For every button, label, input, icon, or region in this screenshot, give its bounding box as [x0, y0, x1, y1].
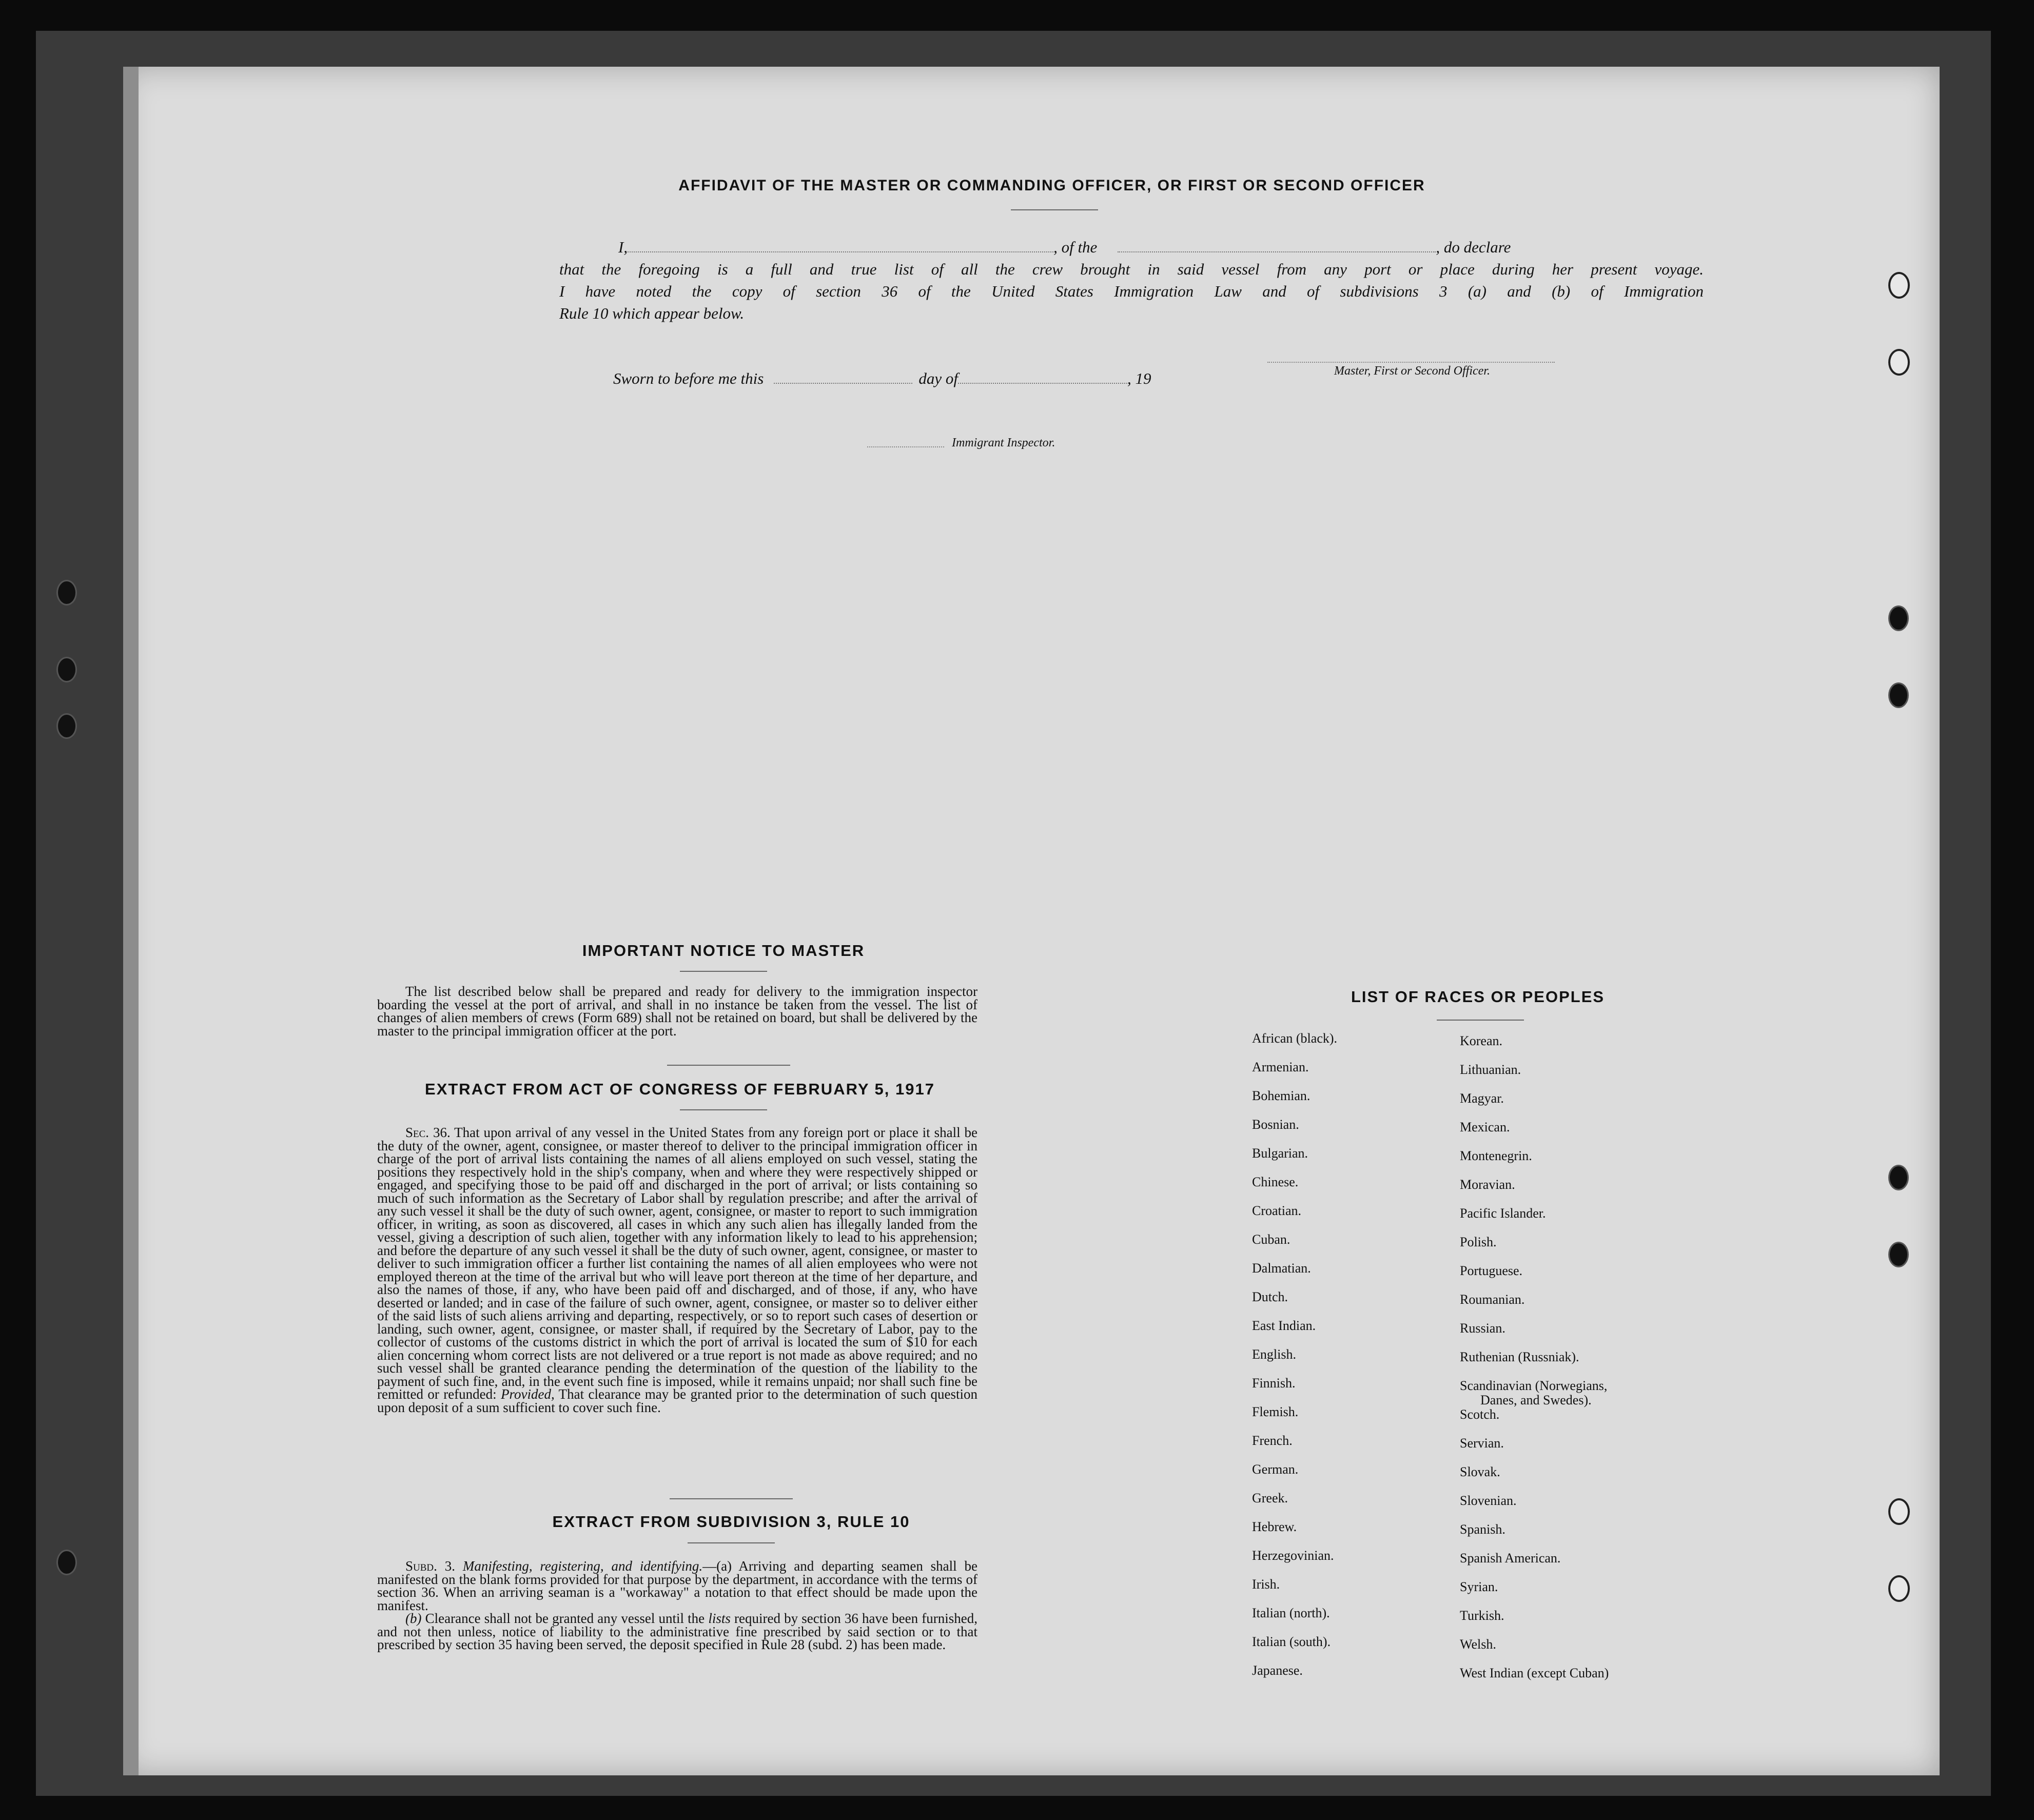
- race-item-text: Scandinavian (Norwegians,: [1460, 1378, 1608, 1393]
- race-item-continuation: Danes, and Swedes).: [1480, 1393, 1592, 1407]
- race-item: Bohemian.: [1252, 1088, 1311, 1103]
- affidavit-text: [559, 236, 1704, 324]
- inspector-signature-label: Immigrant Inspector.: [952, 436, 1055, 449]
- binder-hole: [1888, 1242, 1909, 1267]
- binder-hole: [56, 580, 77, 605]
- race-item: Magyar.: [1460, 1091, 1504, 1106]
- race-item: Bosnian.: [1252, 1117, 1299, 1132]
- name-blank: [628, 251, 1053, 252]
- race-item: Bulgarian.: [1252, 1146, 1308, 1161]
- rule-rule: [688, 1542, 775, 1543]
- act-title: EXTRACT FROM ACT OF CONGRESS OF FEBRUARY 5, 1917: [425, 1080, 935, 1098]
- affidavit-line-4: Rule 10 which appear below.: [559, 304, 745, 322]
- rule-b-paragraph: [377, 1612, 977, 1652]
- race-item: Welsh.: [1460, 1637, 1496, 1652]
- race-item: English.: [1252, 1347, 1296, 1362]
- act-body-text: That upon arrival of any vessel in the United States from any foreign port or place it shall be the duty of the owner, agent, consignee, or master thereof to deliver to the principal immigration officer in charge of the port of arrival lists containing the names of all aliens employed on such vessel, stating the positions they respectively hold in the ship's company, when and where they were respectively shipped or engaged, and specifying those to be paid off and discharged in the port of arrival; or lists containing so much of such information as the Secretary of Labor shall by regulation prescribe; and after the arrival of any such vessel it shall be the duty of such owner, agent, consignee, or master to report to such immigration officer, in writing, as soon as discovered, all cases in which any such alien has illegally landed from the vessel, giving a description of such alien, together with any information likely to lead to his apprehension; and before the departure of any such vessel it shall be the duty of such owner, agent, consignee, or master to deliver to such immigration officer a further list containing the names of all alien employees who were not employed thereon at the time of the arrival but who will leave port thereon at the time of her departure, and also the names of those, if any, who have been paid off and discharged, and of those, if any, who have deserted or landed; and in case of the failure of such owner, agent, consignee, or master so to deliver either of the said lists of such aliens arriving and departing, respectively, or so to report such cases of desertion or landing, such owner, agent, consignee, or master shall, if required by the Secretary of Labor, pay to the collector of customs of the customs district in which the port of arrival is located the sum of $10 for each alien concerning whom correct lists are not delivered or a true report is not made as above required; and no such vessel shall be granted clearance pending the determination of the question of the liability to the payment of such fine, and, in the event such fine is imposed, while it remains unpaid; nor shall such fine be remitted or refunded:: [377, 1125, 977, 1402]
- binder-hole: [1888, 1165, 1909, 1190]
- vessel-blank: [1118, 251, 1436, 252]
- binder-hole: [1888, 605, 1909, 631]
- rule-subd-italic: Manifesting, registering, and identifying.: [462, 1558, 703, 1574]
- binder-hole: [1888, 682, 1909, 708]
- section-rule: [667, 1065, 790, 1066]
- races-title: LIST OF RACES OR PEOPLES: [1351, 988, 1605, 1006]
- race-item: Moravian.: [1460, 1177, 1515, 1192]
- race-item: Dalmatian.: [1252, 1261, 1311, 1276]
- day-of-text: day of: [918, 369, 958, 387]
- year-text: , 19: [1127, 369, 1151, 387]
- month-blank: [958, 382, 1127, 384]
- race-item: Slovak.: [1460, 1464, 1500, 1479]
- affidavit-line-2: that the foregoing is a full and true list of all the crew brought in said vessel from any port or place during her present voyage.: [559, 260, 1704, 278]
- race-item: African (black).: [1252, 1031, 1338, 1046]
- race-item: German.: [1252, 1462, 1299, 1477]
- rule-b-text2: required by section 36 have been furnished, and not then unless, notice of liability to the administrative fine prescribed by said section or to that prescribed by section 35 having been served, the deposit specified in Rule 28 (subd. 2) has been made.: [377, 1611, 978, 1652]
- race-item: Slovenian.: [1460, 1493, 1517, 1508]
- race-item: Scotch.: [1460, 1407, 1500, 1422]
- rule-a-text: —(a) Arriving and departing seamen shall be manifested on the blank forms provided for that purpose by the department, in accordance with the terms of section 36. When an arriving seaman is a "workaway" a notation to that effect should be made upon the manifest.: [377, 1558, 977, 1613]
- rule-a-paragraph: [377, 1560, 977, 1612]
- act-body-end: That clearance may be granted prior to the determination of such question upon deposit of a sum sufficient to cover such fine.: [377, 1386, 978, 1415]
- race-item: Montenegrin.: [1460, 1148, 1532, 1163]
- rule-title: EXTRACT FROM SUBDIVISION 3, RULE 10: [552, 1513, 910, 1531]
- race-item: Russian.: [1460, 1321, 1505, 1336]
- race-item: Irish.: [1252, 1577, 1280, 1592]
- race-item: Lithuanian.: [1460, 1062, 1521, 1077]
- race-item: Greek.: [1252, 1491, 1288, 1505]
- race-item: Korean.: [1460, 1033, 1503, 1048]
- race-item: Japanese.: [1252, 1663, 1303, 1678]
- race-item: East Indian.: [1252, 1318, 1316, 1333]
- act-rule: [680, 1109, 767, 1110]
- race-item: Cuban.: [1252, 1232, 1290, 1247]
- master-signature-line: [1267, 362, 1555, 363]
- race-item: Spanish American.: [1460, 1551, 1561, 1565]
- binder-hole: [1888, 349, 1910, 376]
- race-item: Hebrew.: [1252, 1519, 1297, 1534]
- act-body: [377, 1126, 977, 1414]
- race-item: Spanish.: [1460, 1522, 1505, 1537]
- inspector-signature-line: [867, 446, 944, 447]
- race-item: Servian.: [1460, 1436, 1504, 1451]
- title-rule: [1011, 209, 1098, 210]
- affidavit-of-the: , of the: [1053, 238, 1098, 256]
- rule-b-label: (b): [405, 1611, 422, 1626]
- day-blank: [774, 382, 912, 384]
- race-item: Croatian.: [1252, 1203, 1302, 1218]
- rule-b-text: Clearance shall not be granted any vessel until the: [425, 1611, 705, 1626]
- races-right-column: [1460, 1034, 1747, 1695]
- races-rule: [1437, 1020, 1524, 1021]
- affidavit-title: AFFIDAVIT OF THE MASTER OR COMMANDING OFFICER, OR FIRST OR SECOND OFFICER: [678, 177, 1425, 194]
- races-left-column: [1252, 1031, 1447, 1692]
- race-item: West Indian (except Cuban): [1460, 1666, 1609, 1680]
- notice-body: The list described below shall be prepared and ready for delivery to the immigration inspector boarding the vessel at the port of arrival, and shall in no instance be taken from the vessel. The list of changes of alien members of crews (Form 689) shall not be retained on board, but shall be delivered by the master to the principal immigration officer at the port.: [377, 984, 977, 1039]
- binder-hole: [56, 1550, 77, 1575]
- race-item: Mexican.: [1460, 1120, 1510, 1134]
- binder-hole: [1888, 1498, 1910, 1525]
- race-item: Italian (south).: [1252, 1634, 1331, 1649]
- binder-hole: [56, 713, 77, 739]
- affidavit-i: I,: [618, 238, 628, 256]
- notice-rule: [680, 971, 767, 972]
- master-signature-label: Master, First or Second Officer.: [1334, 364, 1490, 378]
- binder-hole: [1888, 1575, 1910, 1602]
- rule-b-lists: lists: [708, 1611, 731, 1626]
- race-item: Syrian.: [1460, 1579, 1498, 1594]
- race-item: Finnish.: [1252, 1376, 1296, 1391]
- affidavit-line-3: I have noted the copy of section 36 of the United States Immigration Law and of subdivisions 3 (a) and (b) of Immigration: [559, 282, 1704, 300]
- sworn-text: Sworn to before me this: [613, 369, 764, 387]
- race-item: Herzegovinian.: [1252, 1548, 1334, 1563]
- race-item: Armenian.: [1252, 1060, 1309, 1074]
- binder-hole: [1888, 272, 1910, 299]
- race-item: Turkish.: [1460, 1608, 1504, 1623]
- race-item: Portuguese.: [1460, 1263, 1523, 1278]
- race-item: [1460, 1379, 1747, 1407]
- affidavit-line-1: [559, 236, 1704, 258]
- race-item: Chinese.: [1252, 1175, 1299, 1189]
- race-item: Flemish.: [1252, 1404, 1299, 1419]
- act-sec-label: Sec. 36.: [405, 1125, 451, 1140]
- race-item: Roumanian.: [1460, 1292, 1525, 1307]
- race-item: Pacific Islander.: [1460, 1206, 1546, 1221]
- rule-subd-label: Subd. 3.: [405, 1558, 455, 1574]
- manifest-page: [123, 67, 1940, 1775]
- race-item: Polish.: [1460, 1235, 1497, 1249]
- act-provided: Provided,: [501, 1386, 555, 1402]
- affidavit-do-declare: , do declare: [1436, 238, 1511, 256]
- race-item: Dutch.: [1252, 1289, 1288, 1304]
- section-rule: [670, 1498, 793, 1499]
- race-item: Ruthenian (Russniak).: [1460, 1349, 1579, 1364]
- sworn-line: [613, 369, 1151, 388]
- race-item: French.: [1252, 1433, 1293, 1448]
- notice-title: IMPORTANT NOTICE TO MASTER: [582, 942, 865, 960]
- race-item: Italian (north).: [1252, 1606, 1330, 1620]
- binder-hole: [56, 657, 77, 682]
- page-binding-edge: [123, 67, 139, 1775]
